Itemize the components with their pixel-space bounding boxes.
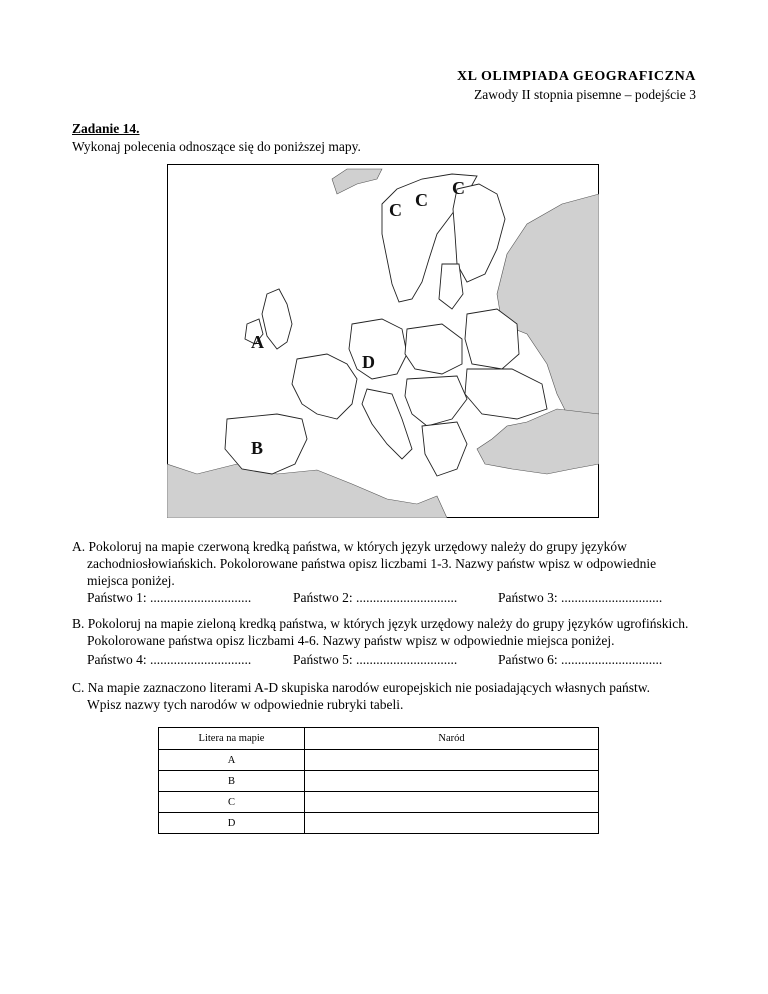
map-label-c2: C xyxy=(415,190,428,210)
task-intro: Wykonaj polecenia odnoszące się do poniższej mapy. xyxy=(72,139,361,154)
row-letter-b: B xyxy=(159,771,305,792)
map-label-c1: C xyxy=(389,200,402,220)
row-letter-d: D xyxy=(159,813,305,834)
table-header-row xyxy=(159,728,599,750)
country-4-blank[interactable]: Państwo 4: .............................. xyxy=(87,652,252,667)
nation-input-c[interactable] xyxy=(305,792,599,813)
section-c-line2: Wpisz nazwy tych narodów w odpowiednie rubryki tabeli. xyxy=(87,697,404,712)
section-c-text xyxy=(72,679,712,713)
task-title: Zadanie 14. xyxy=(72,121,140,136)
map-label-c3: C xyxy=(452,178,465,198)
section-b-line1: B. Pokoloruj na mapie zieloną kredką państwa, w których język urzędowy należy do grupy języków ugrofińskich. xyxy=(72,616,689,631)
section-a-line3: miejsca poniżej. xyxy=(87,573,175,588)
stage-subtitle: Zawody II stopnia pisemne – podejście 3 xyxy=(474,87,696,102)
row-letter-c: C xyxy=(159,792,305,813)
country-2-blank[interactable]: Państwo 2: .............................. xyxy=(293,590,458,605)
table-row xyxy=(159,792,599,813)
table-row xyxy=(159,771,599,792)
section-a-text xyxy=(72,538,712,589)
germany xyxy=(349,319,407,379)
olympiad-title: XL OLIMPIADA GEOGRAFICZNA xyxy=(456,69,696,84)
answers-table xyxy=(158,727,599,834)
nation-input-a[interactable] xyxy=(305,750,599,771)
country-6-blank[interactable]: Państwo 6: .............................. xyxy=(498,652,663,667)
header-letter: Litera na mapie xyxy=(159,728,305,750)
map-label-a: A xyxy=(251,332,264,352)
section-b-text xyxy=(72,615,712,649)
section-c-line1: C. Na mapie zaznaczono literami A-D skupiska narodów europejskich nie posiadających własnych państw. xyxy=(72,680,650,695)
nation-input-d[interactable] xyxy=(305,813,599,834)
nation-input-b[interactable] xyxy=(305,771,599,792)
section-a-line1: A. Pokoloruj na mapie czerwoną kredką państwa, w których język urzędowy należy do grupy języków xyxy=(72,539,627,554)
europe-map xyxy=(167,164,599,518)
map-label-b: B xyxy=(251,438,264,458)
country-3-blank[interactable]: Państwo 3: .............................. xyxy=(498,590,663,605)
header-nation: Naród xyxy=(305,728,599,750)
row-letter-a: A xyxy=(159,750,305,771)
country-5-blank[interactable]: Państwo 5: .............................. xyxy=(293,652,458,667)
table-row xyxy=(159,750,599,771)
table-row xyxy=(159,813,599,834)
section-a-line2: zachodniosłowiańskich. Pokolorowane państwa opisz liczbami 1-3. Nazwy państw wpisz w odpowiednie xyxy=(87,556,657,571)
section-b-line2: Pokolorowane państwa opisz liczbami 4-6. Nazwy państw wpisz w odpowiednie miejsca poniżej. xyxy=(87,633,615,648)
country-1-blank[interactable]: Państwo 1: .............................. xyxy=(87,590,252,605)
map-label-d: D xyxy=(362,352,375,372)
